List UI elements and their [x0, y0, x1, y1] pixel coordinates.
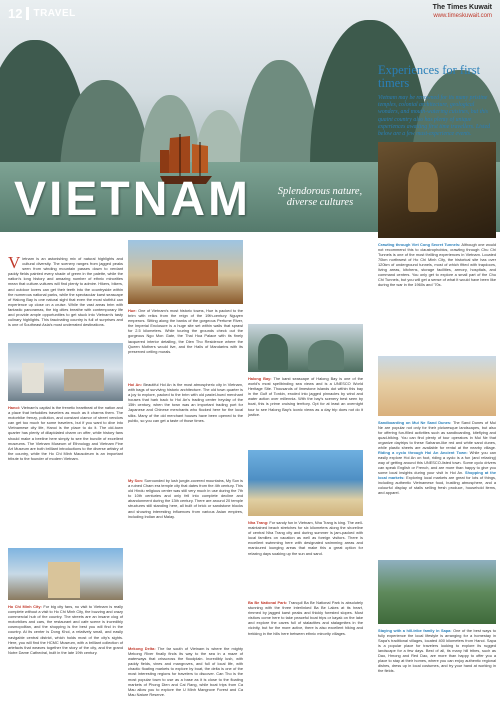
publication-name: The Times Kuwait: [432, 4, 492, 11]
article-text: One of Vietnam's most historic towns, Hue is packed to the brim with relics from the reign of the 19th-century Nguyen emperors. Sitting along the banks of the gorgeous Perfume River, the Imperial Enclosure is a huge site set within walls that sprawl for 2.5 kilometers. While touring the grounds check out the gorgeous Ngo Mon Gate, the Thai Hoa Palace with its finely lacquered interior detailing, the Dien Tho Residence where the Queen Mothers would live, and the Halls of Mandarins with its preserved ceiling murals.: [128, 308, 243, 354]
sidebar-item-text: One of the best ways to fully experience the local lifestyle is arranging for a homestay in Sapa's traditional villages, located 400 kilometers from Hanoi. Sapa is a popular place for travelers looking to explore its rugged landscape for a few days. Best of all, its many hill tribes, such as Dao, Hmong and Red Dao, are more than happy to offer you a place to stay at their homes, where you can enjoy authentic regional dishes, dress up in local costumes, and try your hand at working in the fields.: [378, 628, 496, 673]
article-label: Hanoi:: [8, 405, 21, 410]
article-text: Surrounded by lush jungle-covered mountains, My Son is a ruined Cham era temple city that dates from the 4th century. This old Hindu religious center was still very much in use during the 7th to 10th centuries and only fell into complete decline and abandonment during the 13th century. There are around 20 temple structures still standing here, all built of brick or sandstone blocks and showing interesting influences from various Asian empires, including Indian and Malay.: [128, 478, 243, 519]
sidebar-item: [378, 628, 496, 673]
halong-bay-photo: [248, 324, 363, 372]
sidebar-item-label: Crawling through Viet Cong Secret Tunnels:: [378, 242, 461, 247]
section-divider: [26, 7, 29, 20]
intro-text: ietnam is an astonishing mix of natural highlights and cultural diversity. The scenery ranges from jagged peaks seen from winding mountain passes down to verdant paddy fields painted every shade of green in the palette, while the nation's long history and amazing number of ethnic minorities mean that culture-vultures will find plenty to admire. Hikers, bikers, and outdoor lovers can get their teeth into the countryside within the numerous national parks, while the spectacular karst seascape of Halong Bay is one natural sight that even the most slothful can experience up close on a cruise. While the vast areas brim with fantastic panoramas, the big cities breathe with contemporary life and provide ample opportunities to get stuck into Vietnam's tasty culinary highlights. This fascinating country is full of surprises and is one of Southeast Asia's most underrated destinations.: [8, 256, 123, 328]
article-hue: [128, 308, 243, 354]
ho-chi-minh-city-photo: [8, 548, 123, 600]
tunnel-photo: [378, 142, 496, 238]
article-nha-trang: [248, 520, 363, 556]
hue-photo: [128, 240, 243, 304]
sidebar-heading: Experiences for first timers: [378, 63, 481, 90]
sand-dunes-photo: [378, 356, 496, 416]
page-header-tab: [8, 6, 76, 21]
article-label: Hoi An:: [128, 382, 142, 387]
article-text: For big city fans, no visit to Vietnam is really complete without a visit to Ho Chi Minh City, the buzzing and crazy commercial hub of the country. The streets are an insane clog of motorbikes and cars, the restaurant and cafe scene is incredibly cosmopolitan, and the shopping is the best you will find in the country. At its center is Dong Khoi, a relatively small, and easily navigable central district, which holds most of the city's sights. Here, you will find the HCMC Museum, with a brilliant collection of artefacts that weaves together the story of the city, and the grand Notre Dame Cathedral, built in the late 19th century.: [8, 604, 124, 655]
article-text: Vietnam's capital is the frenetic heartbeat of the nation and a place that befuddles travelers as much as it charms them. The motorbike frenzy, pollution, and constant clamor of street vendors can get too much for some travelers, but if you want to dive into Vietnamese city life, Hanoi is the place to do it. The old-town quarter has plenty of dilapidated charm on offer, while history fans should make a beeline here simply to see the bundle of excellent museums. The Vietnam Museum of Ethnology and Vietnam Fine Art Museum are both brilliant introductions to the diverse artistry of the country, while the Ho Chi Minh Mausoleum is an important tribute to the founder of modern Vietnam.: [8, 405, 123, 461]
article-text: The karst seascape of Halong Bay is one of the world's most spellbinding sea views and is a UNESCO World Heritage Site. Thousands of limestone islands dot within this bay in the Gulf of Tonkin, eroded into jagged pinnacles by wind and water action over millennia. With the bay's scenery best seen by boat, this is prime cruising territory. Opt for at least an overnight tour to see Halong Bay's iconic views as a day trip does not do it justice.: [248, 376, 364, 417]
sidebar-item-text: While you can easily explore Hoi An on foot, riding a cyclo is a fun (and relaxing) way of getting around this UNESCO-listed town. Some cyclo drivers can speak English or French, and are more than happy to give you some local insights during your visit in Hoi An.: [378, 450, 496, 475]
section-name: TRAVEL: [33, 8, 76, 19]
article-label: Mekong Delta:: [128, 646, 156, 651]
hero-title: VIETNAM: [14, 173, 251, 226]
publication-url[interactable]: www.timeskuwait.com: [433, 13, 492, 19]
sidebar-item-label: Sandboarding on Mui Ne Sand Dunes:: [378, 420, 452, 425]
sidebar-item: [378, 242, 496, 287]
nha-trang-photo: [248, 450, 363, 516]
page-number: 12: [8, 6, 23, 21]
article-hoi-an: [128, 382, 243, 423]
sidebar-item-text: Although one would not recommend this to claustrophobics, crawling through Chu Chi Tunnels is one of the most thrilling experiences in Vietnam. Located 70km northwest of Ho Chi Minh City, the historical site has over 120km of underground tunnels, most of which fitted with trapdoors, living areas, kitchens, storage facilities, armory, hospitals, and command centers. You only get to explore a small part of the Chu Chi Tunnels, but you will get a sense of what it would have been like during the war in the 1960s and '70s.: [378, 242, 496, 287]
article-label: Hue:: [128, 308, 137, 313]
sidebar-item-text: The Sand Dunes of Mui Ne are popular not only for their picturesque landscapes, but also for offering fun-filled activities such as sandboarding, kiteflying and quad-biking. You can find plenty of tour operators in Mui Ne that organize daytrips to these Saharan-like red and white sand dunes, while plastic sheets are available for rental at the nearby village.: [378, 420, 497, 450]
article-label: Nha Trang:: [248, 520, 269, 525]
article-mekong-delta: [128, 646, 243, 697]
article-hanoi: [8, 405, 123, 461]
article-label: Ba Be National Park:: [248, 600, 288, 605]
sidebar: [370, 24, 500, 716]
article-text: Beautiful Hoi An is the most atmospheric city in Vietnam, with bags of surviving historic architecture. The old town quarter is a joy to explore, packed to the brim with old pastel-hued merchant houses that hark back to Hoi An's trading center heyday of the 15th century, when the town was an important trading port for Japanese and Chinese merchants who flocked here for the local silks. Many of the old merchant houses have been opened to the public, so you can get a taste of those times.: [128, 382, 243, 423]
article-text: For sandy fun in Vietnam, Nha Trang is king. The well-maintained beach stretches for six kilometers along the shoreline of central Nha Trang city and during summer is jam-packed with local families on vacation as well as foreign visitors. There is excellent swimming here with designated swimming areas and manicured lounging areas that make this a great option for relaxing days soaking up the sun and sand.: [248, 520, 363, 556]
sidebar-lead: Vietnam may be renowned for its many pristine temples, colonial architecture, geological wonders, and mouth-watering cuisines, but this quaint country also has plenty of unique experiences awaiting first time travellers. Listed below are a few must-experience events.: [378, 95, 491, 138]
sidebar-item-label: Riding a cyclo through Hoi An Ancient Town:: [378, 450, 468, 455]
article-ho-chi-minh-city: [8, 604, 123, 655]
hero-subtitle: Splendorous nature, diverse cultures: [277, 186, 363, 208]
article-halong-bay: [248, 376, 363, 417]
sidebar-item-label: Shopping at the local markets:: [378, 470, 496, 480]
sidebar-item-text: Exploring local markets are great for lots of things, including authentic Vietnamese food, bustling atmosphere, and a colourful display of stalls selling fresh produce, household items, and apparel.: [378, 475, 496, 495]
sidebar-intro: [370, 64, 494, 138]
article-text: The far south of Vietnam is where the mighty Mekong River finally finds its way to the sea in a maze of waterways that crisscross the floodplain. Incredibly lush, with paddy fields, vines and mangroves, and full of local life, with chaotic floating markets to explore by boat, the delta is one of the most interesting regions for travelers to discover. Can Tho is the most popular town to use as a base as it is close to the floating markets of Phong Dien and Cai Rang, while boat trips from Ca Mau allow you to explore the U Minh Mangrove Forest and Ca Mau Nature Reserve.: [128, 646, 244, 697]
intro-paragraph: [8, 253, 123, 328]
drop-cap: V: [8, 253, 21, 272]
hanoi-photo: [8, 343, 123, 401]
article-ba-be-national-park: [248, 600, 363, 636]
article-text: Tranquil Ba Be National Park is absolutely stunning with the three interlinked Ba Be Lakes at its heart, rimmed by jagged karst peaks and thickly forested slopes. Most visitors come here to take peaceful boat trips or kayak on the lake and explore the caves full of stalactites and stalagmites in the vicinity, but for the more active, there is also excellent hiking and trekking in the hills here between ethnic minority villages.: [248, 600, 363, 636]
sapa-photo: [378, 560, 496, 624]
sidebar-item-label: Staying with a hill-tribe family in Sapa:: [378, 628, 452, 633]
article-my-son: [128, 478, 243, 519]
sidebar-item: [378, 420, 496, 495]
article-label: My Son:: [128, 478, 144, 483]
article-label: Halong Bay:: [248, 376, 272, 381]
article-label: Ho Chi Minh City:: [8, 604, 42, 609]
